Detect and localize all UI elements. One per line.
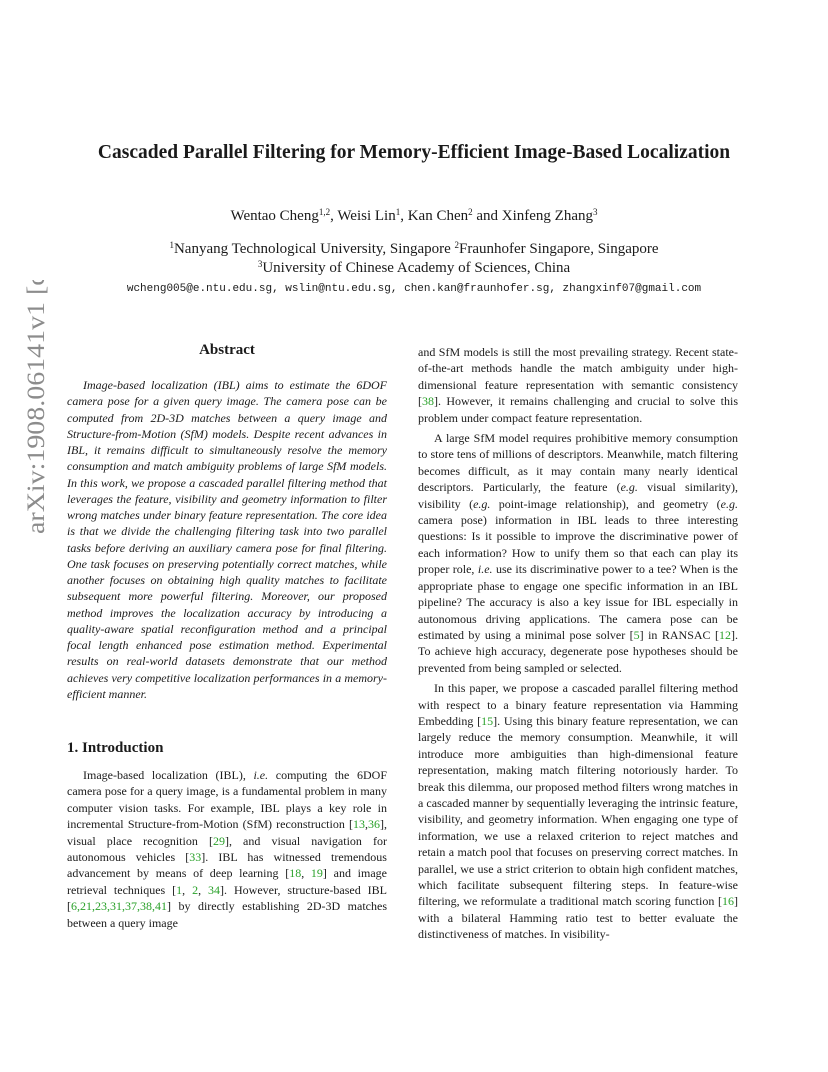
author-name: Weisi Lin <box>337 208 396 224</box>
text-run: Image-based localization (IBL), <box>83 768 254 782</box>
text-run: camera pose) information in IBL leads to three interesting questions: Is it possible to improve the discriminative power of each information? How to unify them so that each can play its proper role, <box>418 513 738 577</box>
author-emails: wcheng005@e.ntu.edu.sg, wslin@ntu.edu.sg, chen.kan@fraunhofer.sg, zhangxinf07@gmail.com <box>126 283 702 295</box>
text-run: ]. To achieve high accuracy, degenerate pose hypotheses should be prevented from being sampled or selected. <box>418 627 738 675</box>
arxiv-identifier-text: arXiv:1908.06141v1 [cs.CV] 16 Aug 2019 <box>23 280 50 534</box>
affiliation-fraunhofer: Fraunhofer Singapore, Singapore <box>459 241 659 257</box>
citation-link[interactable]: 12 <box>718 627 731 642</box>
text-run: ] with a bilateral Hamming ratio test to better evaluate the distinctiveness of matches. In visibility- <box>418 894 738 942</box>
text-run: ]. However, it remains challenging and crucial to solve this problem under compact feature representation. <box>418 394 738 425</box>
text-emphasis: i.e. <box>253 768 269 782</box>
arxiv-identifier-svg <box>22 280 52 760</box>
intro-paragraph-1 <box>67 767 387 931</box>
text-run: , <box>182 882 193 897</box>
left-column <box>67 342 387 931</box>
affil-sup: 3 <box>257 259 263 269</box>
text-emphasis: e.g. <box>720 496 738 511</box>
text-run: ], visual place recognition [ <box>67 817 387 848</box>
author-name: Wentao Cheng <box>230 208 319 224</box>
citation-link[interactable]: 38 <box>422 394 434 409</box>
author-name: Kan Chen <box>407 208 469 224</box>
citation-link[interactable]: 1 <box>176 882 183 897</box>
citation-link[interactable]: 16 <box>722 894 734 909</box>
author-affil-sup: 1 <box>395 207 401 217</box>
affiliation-ucas: University of Chinese Academy of Sciences, China <box>262 260 571 276</box>
author-list <box>0 208 828 225</box>
text-run: use its discriminative power to a tee? When is the appropriate phase to engage one specific information in an IBL pipeline? The accuracy is also a key issue for IBL especially in autonomous driving applications. The camera pose can be estimated by using a minimal pose solver [ <box>418 562 738 642</box>
affiliation-line-2 <box>0 260 828 277</box>
author-affil-sup: 3 <box>593 207 598 217</box>
citation-link[interactable]: 19 <box>310 866 323 881</box>
author-name: Xinfeng Zhang <box>501 208 594 224</box>
citation-link[interactable]: 29 <box>212 833 225 848</box>
text-run: In this paper, we propose a cascaded parallel filtering method with respect to a binary feature representation via Hamming Embedding [ <box>418 681 738 728</box>
text-emphasis: e.g. <box>473 496 491 511</box>
affiliation-ntu: Nanyang Technological University, Singapore <box>173 241 455 257</box>
citation-link[interactable]: 18 <box>289 866 302 881</box>
text-run: ]. However, structure-based IBL [ <box>67 882 387 914</box>
citation-link[interactable]: 6,21,23,31,37,38,41 <box>71 899 167 914</box>
text-run: visual similarity), visibility ( <box>418 480 738 511</box>
author-affil-sup: 2 <box>468 207 473 217</box>
text-run: and SfM models is still the most prevailing strategy. Recent state-of-the-art methods handle the match ambiguity under high-dimensional feature representation with semantic consistency [ <box>418 345 738 409</box>
text-run: computing the 6DOF camera pose for a query image, is a fundamental problem in many computer vision tasks. For example, IBL plays a key role in incremental Structure-from-Motion (SfM) reconstruction [ <box>67 768 387 832</box>
text-run: ] by directly establishing 2D-3D matches between a query image <box>67 899 387 930</box>
text-run: ] and image retrieval techniques [ <box>67 866 387 897</box>
text-run: , <box>365 817 368 832</box>
arxiv-identifier <box>22 280 52 760</box>
citation-link[interactable]: 2 <box>192 882 199 897</box>
abstract-text: Image-based localization (IBL) aims to estimate the 6DOF camera pose for a given query image. The camera pose can be computed from 2D-3D matches between a query image and Structure-from-Motion (SfM) models. Despite recent advances in IBL, it remains difficult to simultaneously resolve the memory consumption and match ambiguity problems of large SfM models. In this work, we propose a cascaded parallel filtering method that leverages the feature, visibility and geometry information to filter wrong matches under binary feature representation. The core idea is that we divide the challenging filtering task into two parallel tasks before deriving an auxiliary camera pose for final filtering. One task focuses on preserving potentially correct matches, while another focuses on obtaining high quality matches to facilitate subsequent more powerful filtering. Moreover, our proposed method improves the localization accuracy by introducing a quality-aware spatial reconfiguration method and a principal focal length enhanced pose estimation method. Experimental results on real-world datasets demonstrate that our method achieves very competitive localization performances in a memory-efficient manner. <box>67 378 387 701</box>
author-separator: and <box>472 208 502 224</box>
text-run: ], and visual navigation for autonomous vehicles [ <box>67 833 388 865</box>
affil-sup: 1 <box>169 240 174 250</box>
author-separator: , <box>330 208 338 224</box>
paper-title: Cascaded Parallel Filtering for Memory-Efficient Image-Based Localization <box>97 142 731 163</box>
text-run: ]. Using this binary feature representation, we can largely reduce the memory consumption. Meanwhile, it will introduce more ambiguities than high-dimensional feature representation, making match filtering notoriously harder. To break this dilemma, our proposed method filters wrong matches in a cascaded manner by sequentially leveraging the intrinsic feature, visibility, and geometry information. When engaging one type of information, we use a relaxed criterion to reject matches and retain a match pool that focuses on preserving correct matches. In parallel, we use a strict criterion to obtain high confident matches, which facilitate subsequent filtering steps. In feature-wise filtering, we reformulate a traditional match scoring function [ <box>418 713 739 909</box>
text-run: point-image relationship), and geometry ( <box>490 496 721 511</box>
citation-link[interactable]: 33 <box>189 850 202 865</box>
citation-link[interactable]: 13 <box>353 817 365 832</box>
text-run: ]. IBL has witnessed tremendous advancement by means of deep learning [ <box>67 850 387 881</box>
text-emphasis: e.g. <box>620 480 638 495</box>
author-affil-sup: 1,2 <box>318 207 331 217</box>
text-emphasis: i.e. <box>477 562 493 577</box>
text-run: , <box>198 882 209 897</box>
citation-link[interactable]: 15 <box>481 713 494 728</box>
intro-paragraph-2 <box>418 430 738 676</box>
intro-paragraph-3 <box>418 680 738 943</box>
intro-paragraph-continued <box>418 344 738 426</box>
text-run: , <box>301 866 311 881</box>
abstract-heading: Abstract <box>199 342 255 358</box>
right-column <box>418 344 738 943</box>
citation-link[interactable]: 36 <box>368 817 380 832</box>
text-run: A large SfM model requires prohibitive memory consumption to store tens of millions of descriptors. Meanwhile, match filtering becomes difficult, as it may contain many nearly identical descriptors. Particularly, the feature ( <box>418 431 738 495</box>
citation-link[interactable]: 5 <box>633 627 640 642</box>
citation-link[interactable]: 34 <box>208 882 221 897</box>
text-run: ] in RANSAC [ <box>639 627 719 642</box>
affiliation-line-1 <box>0 241 828 258</box>
affil-sup: 2 <box>454 240 459 250</box>
author-separator: , <box>400 208 408 224</box>
section-heading-introduction: 1. Introduction <box>67 740 164 756</box>
